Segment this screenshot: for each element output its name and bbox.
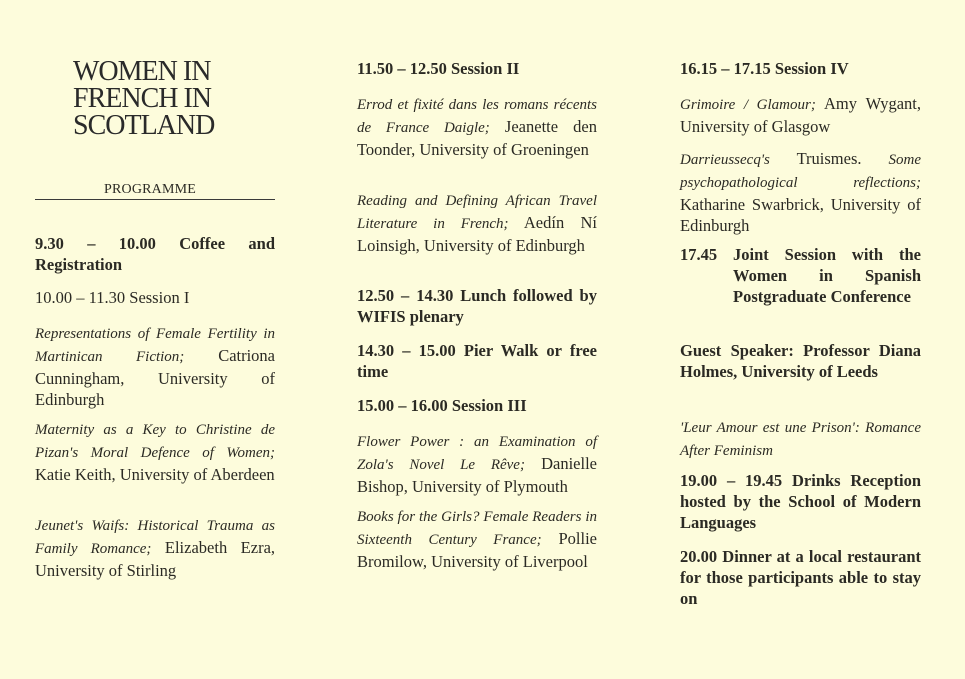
- talk-title: Flower Power : an Examination of Zola's Novel Le Rêve;: [357, 434, 597, 473]
- session-3-talk-2: [357, 505, 597, 572]
- session-4-talk-1: [680, 93, 921, 137]
- title-line-1: WOMEN IN: [73, 56, 211, 87]
- session-2-talk-1: [357, 93, 597, 160]
- lunch-plenary: 12.50 – 14.30 Lunch followed by WIFIS plenary: [357, 286, 597, 326]
- talk-speaker: Pollie Bromilow, University of Liverpool: [357, 529, 597, 571]
- talk-title: Books for the Girls? Female Readers in Sixteenth Century France;: [357, 509, 597, 548]
- talk-speaker: Aedín Ní Loinsigh, University of Edinburgh: [357, 213, 597, 255]
- talk-title-c: Some psychopathological reflections;: [680, 152, 921, 191]
- title-line-2: FRENCH IN: [73, 83, 212, 114]
- session-1-talk-2: [35, 418, 275, 485]
- guest-talk-title: [680, 416, 921, 462]
- programme-label: PROGRAMME: [104, 182, 197, 197]
- talk-speaker: Katharine Swarbrick, University of Edinburgh: [680, 195, 921, 235]
- talk-speaker: Amy Wygant, University of Glasgow: [680, 94, 921, 136]
- session-3-heading: 15.00 – 16.00 Session III: [357, 396, 527, 415]
- guest-speaker: Guest Speaker: Professor Diana Holmes, University of Leeds: [680, 341, 921, 381]
- drinks-reception: 19.00 – 19.45 Drinks Reception hosted by the School of Modern Languages: [680, 471, 921, 532]
- session-1-label: 10.00 – 11.30 Session I: [35, 288, 190, 307]
- joint-session-text: Joint Session with the Women in Spanish Postgraduate Conference: [733, 245, 921, 306]
- coffee-registration: 9.30 – 10.00 Coffee and Registration: [35, 234, 275, 274]
- talk-title: Reading and Defining African Travel Literature in French;: [357, 193, 597, 232]
- session-4-heading: 16.15 – 17.15 Session IV: [680, 59, 849, 78]
- dinner: 20.00 Dinner at a local restaurant for those participants able to stay on: [680, 547, 921, 608]
- talk-speaker: Elizabeth Ezra, University of Stirling: [35, 538, 276, 580]
- session-1-heading: [35, 287, 189, 308]
- session-3-talk-1: [357, 430, 597, 497]
- talk-speaker: Danielle Bishop, University of Plymouth: [357, 454, 597, 496]
- title-line-3: SCOTLAND: [73, 110, 215, 141]
- talk-title-b: Truismes.: [796, 149, 862, 168]
- talk-title: Jeunet's Waifs: Historical Trauma as Family Romance;: [35, 518, 275, 557]
- session-1-talk-1: [35, 322, 275, 410]
- talk-speaker: Katie Keith, University of Aberdeen: [35, 465, 275, 484]
- guest-talk-text: 'Leur Amour est une Prison': Romance After Feminism: [680, 420, 921, 459]
- programme-title: [73, 58, 214, 139]
- talk-speaker: Catriona Cunningham, University of Edinburgh: [35, 346, 276, 409]
- talk-title: Errod et fixité dans les romans récents de France Daigle;: [357, 97, 597, 136]
- joint-session-time: 17.45: [680, 245, 718, 264]
- talk-speaker: Jeanette den Toonder, University of Groeningen: [357, 117, 597, 159]
- session-2-heading: 11.50 – 12.50 Session II: [357, 59, 520, 78]
- talk-title-a: Darrieussecq's: [680, 152, 770, 168]
- talk-title: Representations of Female Fertility in Martinican Fiction;: [35, 326, 275, 365]
- session-4-talk-2: [680, 148, 921, 236]
- joint-session: [680, 244, 921, 307]
- session-1-talk-3: [35, 514, 275, 581]
- talk-title: Maternity as a Key to Christine de Pizan's Moral Defence of Women;: [35, 422, 275, 461]
- talk-title: Grimoire / Glamour;: [680, 97, 816, 113]
- session-2-talk-2: [357, 189, 597, 256]
- pier-walk: 14.30 – 15.00 Pier Walk or free time: [357, 341, 597, 381]
- title-divider: [35, 199, 275, 200]
